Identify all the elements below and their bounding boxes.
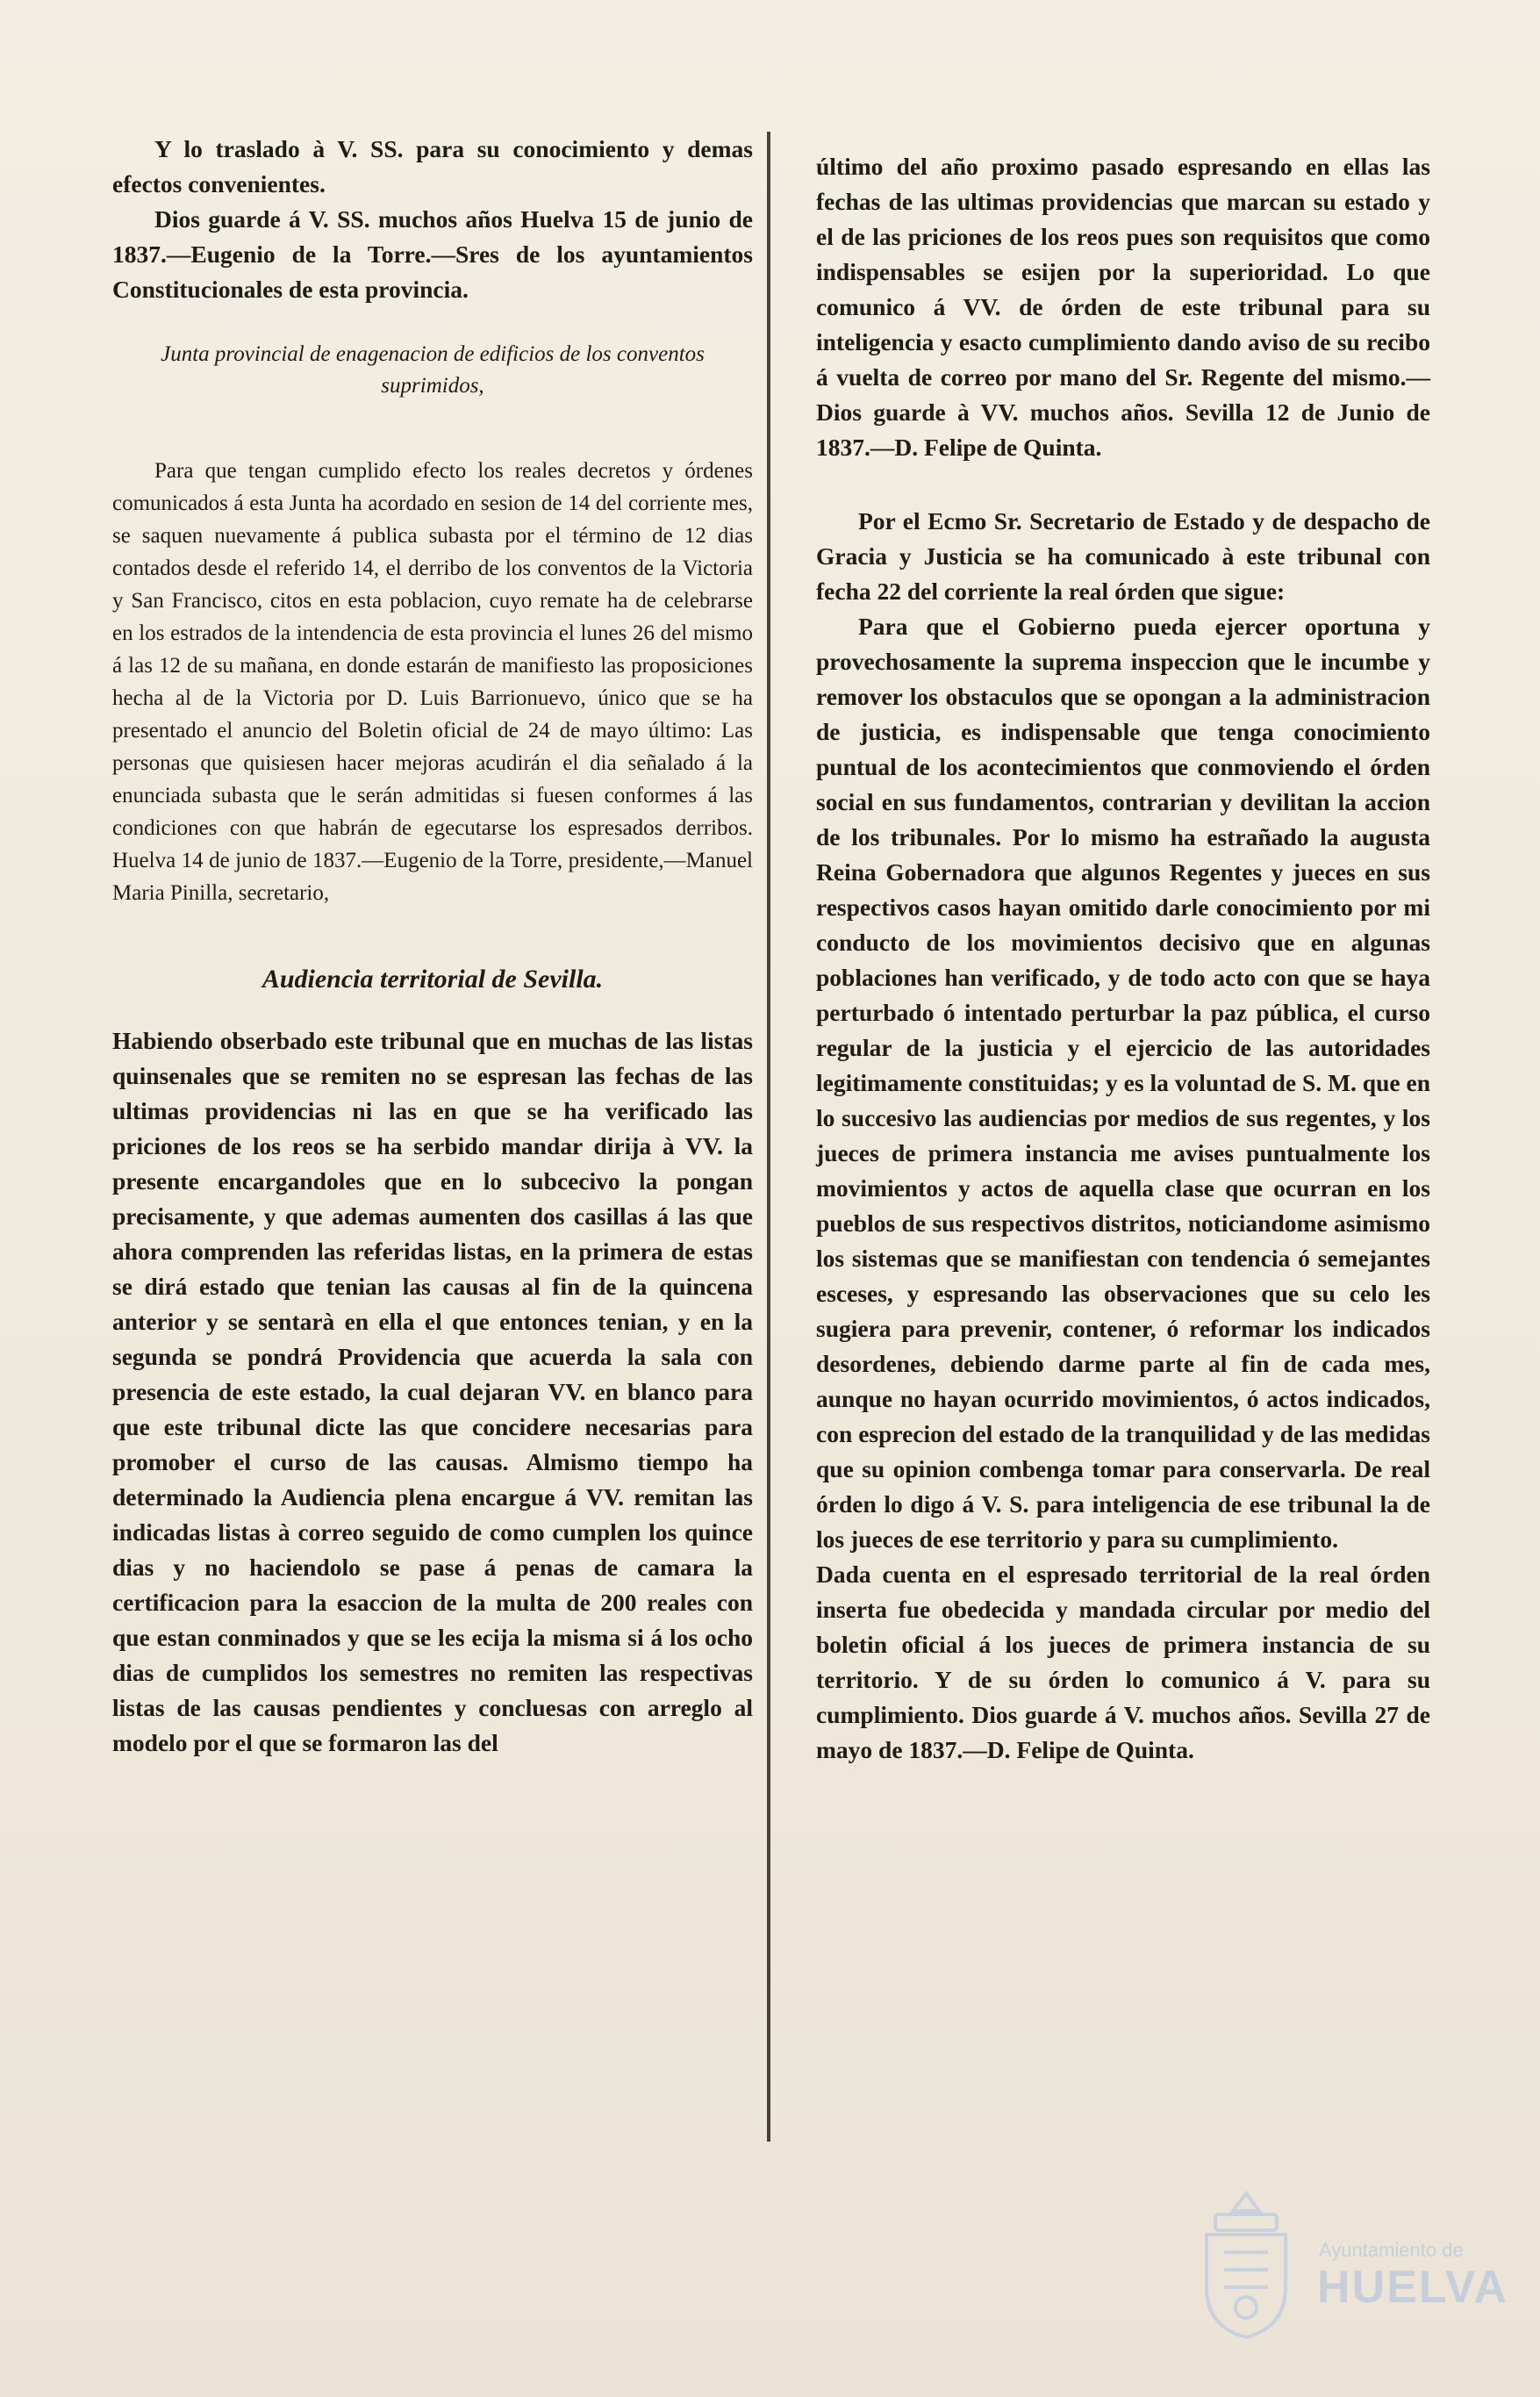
real-orden-body: Para que el Gobierno pueda ejercer oportuna y provechosamente la suprema inspeccion que le incumbe y remover los obstaculos que se opongan a la administracion de justicia, es indispensable que tenga conocimiento puntual de los acontecimientos que conmoviendo el órden social en sus fundamentos, contrarian y devilitan la accion de los tribunales. Por lo mismo ha estrañado la augusta Reina Gobernadora que algunos Regentes y jueces en sus respectivos casos hayan omitido darle conocimiento por mi conducto de los movimientos decisivo que en algunas poblaciones han verificado, y de todo acto con que se haya perturbado ó intentado perturbar la paz pública, el curso regular de la justicia y el ejercicio de las autoridades legitimamente constituidas; y es la voluntad de S. M. que en lo succesivo las audiencias por medios de sus regentes, y los jueces de primera instancia me avises puntualmente los movimientos y actos de aquella clase que ocurran en los pueblos de sus respectivos distritos, noticiandome asimismo los sistemas que se manifiestan con tendencia ó semejantes esceses, y espresando las observaciones que su celo les sugiera para prevenir, contener, ó reformar los indicados desordenes, debiendo darme parte al fin de cada mes, aunque no hayan ocurrido movimientos, ó actos indicados, con esprecion del estado de la tranquilidad y de las medidas que su opinion combenga tomar para conservarla. De real órden lo digo á V. S. para inteligencia de ese tribunal la de los jueces de ese territorio y para su cumplimiento.: [816, 613, 1430, 1553]
transfer-paragraph: Y lo traslado à V. SS. para su conocimiento y demas efectos convenientes.: [112, 135, 753, 197]
subasta-paragraph: Para que tengan cumplido efecto los reales decretos y órdenes comunicados á esta Junta ha acordado en sesion de 14 del corriente mes, se saquen nuevamente á publica subasta por el término de 12 dias contados desde el referido 14, el derribo de los conventos de la Victoria y San Francisco, citos en esta poblacion, cuyo remate ha de celebrarse en los estrados de la intendencia de esta provincia el lunes 26 del mismo á las 12 de su mañana, en donde estarán de manifiesto las proposiciones hecha al de la Victoria por D. Luis Barrionuevo, único que se ha presentado el anuncio del Boletin oficial de 24 de mayo último: Las personas que quisiesen hacer mejoras acudirán el dia señalado á la enunciada subasta que le serán admitidas si fuesen conformes á las condiciones con que habrán de egecutarse los espresados derribos. Huelva 14 de junio de 1837.—Eugenio de la Torre, presidente,—Manuel Maria Pinilla, secretario,: [112, 459, 753, 905]
left-column: [112, 132, 753, 1761]
watermark-line2: HUELVA: [1317, 2262, 1509, 2313]
ayuntamiento-watermark: [1189, 2186, 1509, 2353]
column-divider: [767, 132, 770, 2142]
watermark-line1: Ayuntamiento de: [1319, 2239, 1464, 2261]
real-orden-intro: Por el Ecmo Sr. Secretario de Estado y de despacho de Gracia y Justicia se ha comunicado à este tribunal con fecha 22 del corriente la real órden que sigue:: [816, 507, 1430, 605]
continuation-paragraph: último del año proximo pasado espresando en ellas las fechas de las ultimas providencias que marcan su estado y el de las priciones de los reos pues son requisitos que como indispensables se esijen por la superioridad. Lo que comunico á VV. de órden de este tribunal para su inteligencia y esacto cumplimiento dando aviso de su recibo á vuelta de correo por mano del Sr. Regente del mismo.—Dios guarde à VV. muchos años. Sevilla 12 de Junio de 1837.—D. Felipe de Quinta.: [816, 153, 1430, 461]
right-column: [816, 149, 1430, 1768]
audiencia-paragraph: Habiendo obserbado este tribunal que en muchas de las listas quinsenales que se remiten no se espresan las fechas de las ultimas providencias ni las en que se ha verificado las priciones de los reos se ha serbido mandar dirija à VV. la presente encargandoles que en lo subcecivo la pongan precisamente, y que ademas aumenten dos casillas á las que ahora comprenden las referidas listas, en la primera de estas se dirá estado que tenian las causas al fin de la quincena anterior y se sentarà en ella el que entonces tenian, y en la segunda se pondrá Providencia que acuerda la sala con presencia de este estado, la cual dejaran VV. en blanco para que este tribunal dicte las que concidere necesarias para promober el curso de las causas. Almismo tiempo ha determinado la Audiencia plena encargue á VV. remitan las indicadas listas à correo seguido de como cumplen los quince dias y no haciendolo se pase á penas de camara la certificacion para la esaccion de la multa de 200 reales con que estan conminados y que se les ecija la misma si á los ocho dias de cumplidos los semestres no remiten las respectivas listas de las causas pendientes y concluesas con arreglo al modelo por el que se formaron las del: [112, 1027, 753, 1756]
crest-icon: [1189, 2186, 1303, 2344]
junta-heading: Junta provincial de enagenacion de edificios de los conventos suprimidos,: [161, 342, 705, 398]
closing-paragraph: Dada cuenta en el espresado territorial de la real órden inserta fue obedecida y mandada circular por medio del boletin oficial á los jueces de primera instancia de su territorio. Y de su órden lo comunico á V. para su cumplimiento. Dios guarde á V. muchos años. Sevilla 27 de mayo de 1837.—D. Felipe de Quinta.: [816, 1561, 1430, 1763]
audiencia-heading: Audiencia territorial de Sevilla.: [261, 965, 604, 994]
signature-paragraph: Dios guarde á V. SS. muchos años Huelva 15 de junio de 1837.—Eugenio de la Torre.—Sres de los ayuntamientos Constitucionales de esta provincia.: [112, 205, 753, 303]
